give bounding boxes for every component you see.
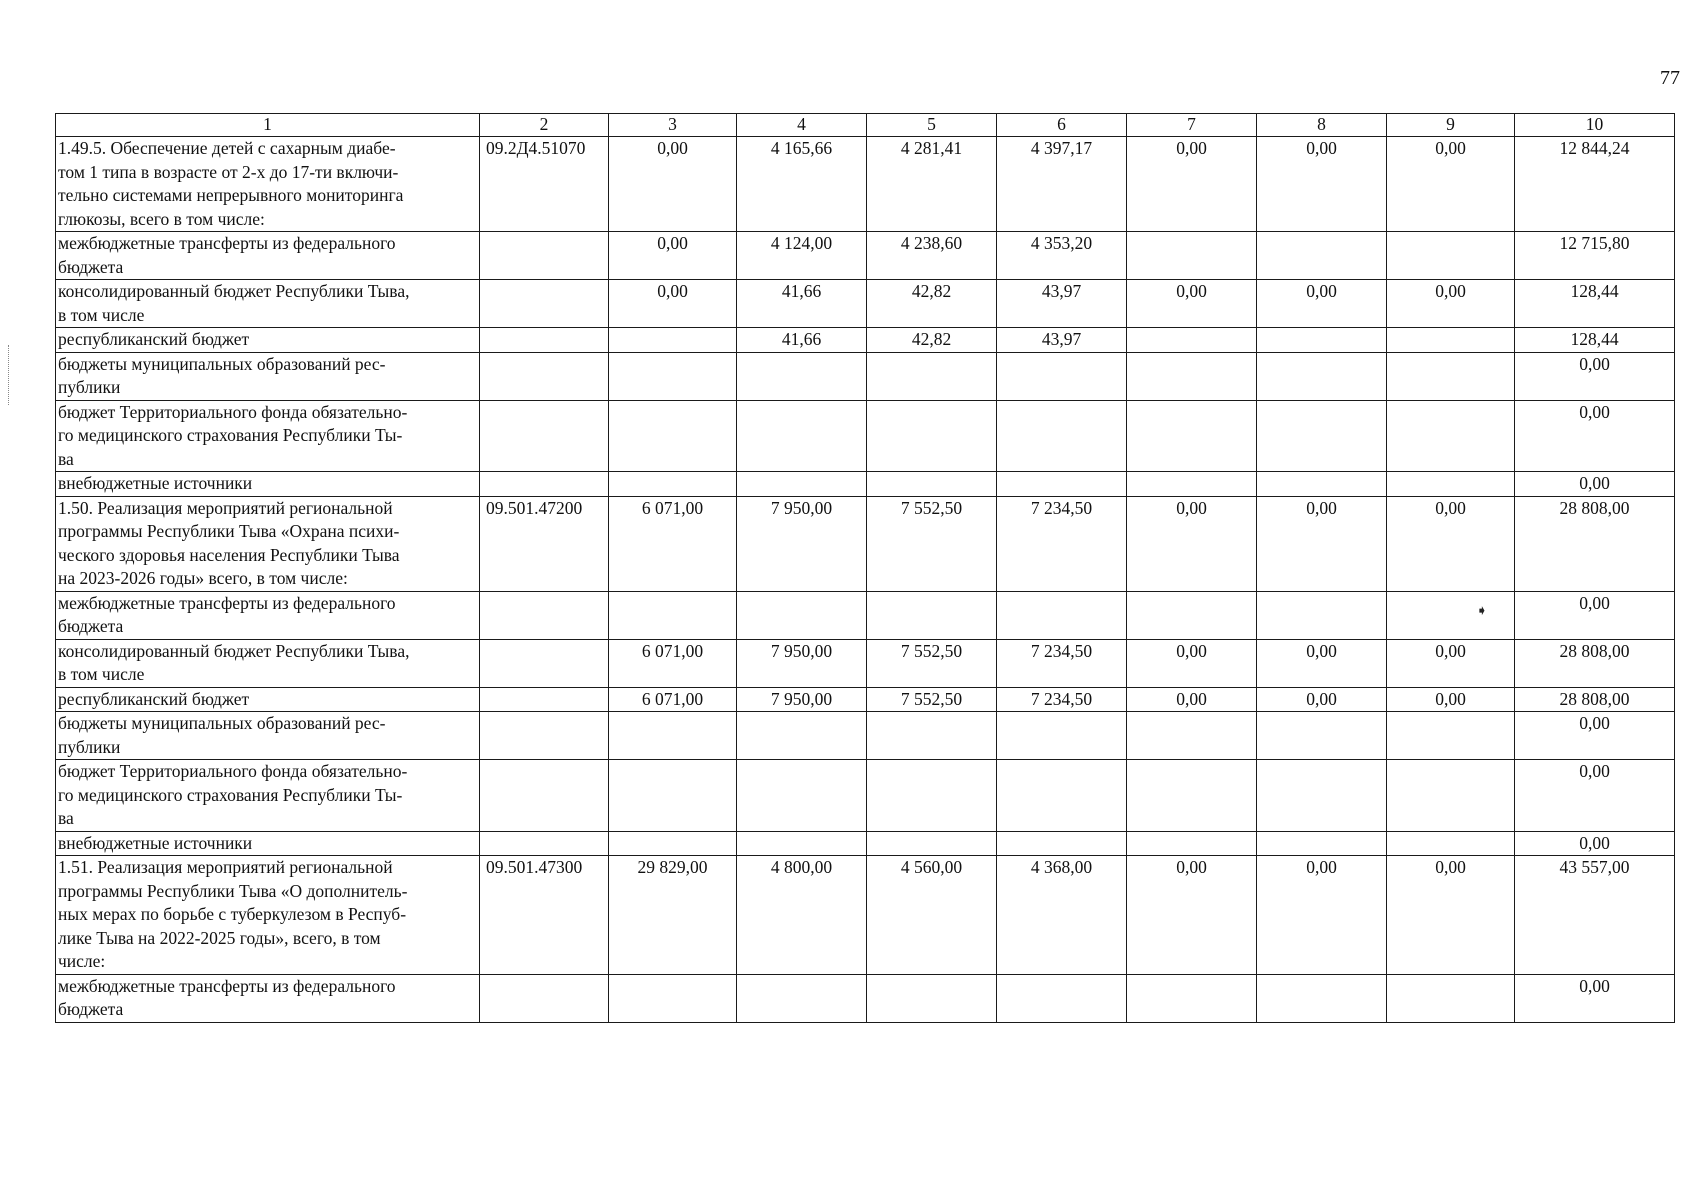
- row-code-cell: [480, 328, 609, 353]
- row-value-cell: [867, 352, 997, 400]
- row-value-cell: 0,00: [1127, 687, 1257, 712]
- row-value-cell: 0,00: [1257, 687, 1387, 712]
- row-total-cell: 0,00: [1515, 760, 1675, 832]
- row-total-cell: 0,00: [1515, 472, 1675, 497]
- row-value-cell: 4 368,00: [997, 856, 1127, 975]
- row-code-cell: [480, 352, 609, 400]
- row-value-cell: [1127, 712, 1257, 760]
- row-value-cell: [1257, 974, 1387, 1022]
- row-value-cell: 0,00: [1387, 496, 1515, 591]
- row-value-cell: 41,66: [737, 280, 867, 328]
- row-name-cell: внебюджетные источники: [56, 472, 480, 497]
- row-name-cell: бюджеты муниципальных образований рес- публики: [56, 352, 480, 400]
- row-value-cell: 0,00: [1257, 639, 1387, 687]
- row-value-cell: [1387, 831, 1515, 856]
- row-value-cell: [997, 400, 1127, 472]
- row-value-cell: [609, 400, 737, 472]
- row-total-cell: 12 844,24: [1515, 137, 1675, 232]
- row-value-cell: [867, 831, 997, 856]
- row-name-cell: республиканский бюджет: [56, 328, 480, 353]
- row-value-cell: 0,00: [1387, 687, 1515, 712]
- row-value-cell: [737, 831, 867, 856]
- row-code-cell: [480, 760, 609, 832]
- row-value-cell: [1127, 472, 1257, 497]
- table-row: [56, 831, 1675, 856]
- row-value-cell: 0,00: [1387, 856, 1515, 975]
- row-name-cell: межбюджетные трансферты из федерального бюджета: [56, 232, 480, 280]
- row-value-cell: [1257, 712, 1387, 760]
- row-value-cell: 7 234,50: [997, 496, 1127, 591]
- row-value-cell: 4 281,41: [867, 137, 997, 232]
- row-value-cell: 0,00: [1127, 496, 1257, 591]
- column-header: 6: [997, 114, 1127, 137]
- table-row: [56, 472, 1675, 497]
- row-total-cell: 0,00: [1515, 974, 1675, 1022]
- table-row: [56, 974, 1675, 1022]
- row-name-cell: 1.49.5. Обеспечение детей с сахарным диабе- том 1 типа в возрасте от 2-х до 17-ти включи- тельно системами непрерывного мониторинга глюкозы, всего в том числе:: [56, 137, 480, 232]
- row-value-cell: [997, 472, 1127, 497]
- row-value-cell: 0,00: [1127, 639, 1257, 687]
- row-value-cell: 7 552,50: [867, 639, 997, 687]
- row-value-cell: [1127, 760, 1257, 832]
- row-value-cell: [1257, 831, 1387, 856]
- row-value-cell: 6 071,00: [609, 496, 737, 591]
- row-value-cell: [609, 591, 737, 639]
- row-total-cell: 0,00: [1515, 831, 1675, 856]
- row-code-cell: 09.501.47300: [480, 856, 609, 975]
- margin-marks: [8, 345, 13, 405]
- row-value-cell: [737, 591, 867, 639]
- row-total-cell: 0,00: [1515, 352, 1675, 400]
- row-value-cell: [1257, 328, 1387, 353]
- row-name-cell: бюджет Территориального фонда обязательно- го медицинского страхования Республики Ты- ва: [56, 400, 480, 472]
- row-code-cell: 09.2Д4.51070: [480, 137, 609, 232]
- row-total-cell: 0,00: [1515, 712, 1675, 760]
- table-row: [56, 232, 1675, 280]
- column-header: 9: [1387, 114, 1515, 137]
- row-code-cell: [480, 687, 609, 712]
- row-code-cell: 09.501.47200: [480, 496, 609, 591]
- row-value-cell: [867, 760, 997, 832]
- page-number: 77: [1660, 67, 1680, 89]
- table-row: [56, 352, 1675, 400]
- row-value-cell: 0,00: [1387, 639, 1515, 687]
- row-value-cell: [997, 974, 1127, 1022]
- row-value-cell: 7 234,50: [997, 687, 1127, 712]
- row-value-cell: 0,00: [1257, 856, 1387, 975]
- column-header: 7: [1127, 114, 1257, 137]
- row-value-cell: 0,00: [609, 232, 737, 280]
- row-value-cell: 4 124,00: [737, 232, 867, 280]
- table-row: [56, 687, 1675, 712]
- row-value-cell: 4 560,00: [867, 856, 997, 975]
- table-row: [56, 496, 1675, 591]
- row-value-cell: [1257, 352, 1387, 400]
- row-value-cell: [609, 974, 737, 1022]
- row-value-cell: [737, 712, 867, 760]
- table-row: [56, 712, 1675, 760]
- column-header: 4: [737, 114, 867, 137]
- row-total-cell: 128,44: [1515, 280, 1675, 328]
- budget-table-wrapper: [55, 113, 1675, 1023]
- row-total-cell: 28 808,00: [1515, 639, 1675, 687]
- row-value-cell: [997, 712, 1127, 760]
- row-value-cell: [1387, 974, 1515, 1022]
- row-value-cell: 0,00: [1127, 280, 1257, 328]
- row-value-cell: [997, 760, 1127, 832]
- row-code-cell: [480, 831, 609, 856]
- row-value-cell: [867, 974, 997, 1022]
- row-value-cell: 7 234,50: [997, 639, 1127, 687]
- row-total-cell: 28 808,00: [1515, 687, 1675, 712]
- row-value-cell: [1127, 591, 1257, 639]
- row-value-cell: [867, 400, 997, 472]
- row-value-cell: 7 950,00: [737, 687, 867, 712]
- row-name-cell: межбюджетные трансферты из федерального бюджета: [56, 591, 480, 639]
- row-value-cell: 41,66: [737, 328, 867, 353]
- row-value-cell: [609, 712, 737, 760]
- row-value-cell: 4 238,60: [867, 232, 997, 280]
- row-value-cell: [1387, 472, 1515, 497]
- row-value-cell: 4 397,17: [997, 137, 1127, 232]
- row-total-cell: 0,00: [1515, 400, 1675, 472]
- row-value-cell: 0,00: [1387, 280, 1515, 328]
- row-code-cell: [480, 280, 609, 328]
- row-value-cell: [737, 400, 867, 472]
- row-value-cell: [1257, 232, 1387, 280]
- row-value-cell: [609, 352, 737, 400]
- row-value-cell: [1387, 328, 1515, 353]
- row-code-cell: [480, 472, 609, 497]
- row-name-cell: консолидированный бюджет Республики Тыва, в том числе: [56, 280, 480, 328]
- row-value-cell: [737, 760, 867, 832]
- row-value-cell: [1127, 232, 1257, 280]
- row-code-cell: [480, 974, 609, 1022]
- column-header: 2: [480, 114, 609, 137]
- row-value-cell: 42,82: [867, 328, 997, 353]
- table-row: [56, 328, 1675, 353]
- row-value-cell: [1127, 352, 1257, 400]
- row-value-cell: [1257, 760, 1387, 832]
- row-total-cell: 128,44: [1515, 328, 1675, 353]
- row-name-cell: бюджет Территориального фонда обязательно- го медицинского страхования Республики Ты- ва: [56, 760, 480, 832]
- row-value-cell: 7 552,50: [867, 687, 997, 712]
- row-name-cell: внебюджетные источники: [56, 831, 480, 856]
- row-value-cell: 29 829,00: [609, 856, 737, 975]
- row-total-cell: 43 557,00: [1515, 856, 1675, 975]
- stray-mark: ➧: [1476, 604, 1488, 619]
- row-value-cell: 0,00: [1387, 137, 1515, 232]
- row-value-cell: [1387, 760, 1515, 832]
- row-value-cell: 0,00: [1127, 137, 1257, 232]
- row-name-cell: республиканский бюджет: [56, 687, 480, 712]
- row-value-cell: 7 950,00: [737, 496, 867, 591]
- table-row: [56, 760, 1675, 832]
- row-value-cell: [867, 712, 997, 760]
- table-row: [56, 591, 1675, 639]
- row-total-cell: 28 808,00: [1515, 496, 1675, 591]
- column-header: 8: [1257, 114, 1387, 137]
- table-header-row: [56, 114, 1675, 137]
- row-value-cell: 0,00: [1257, 137, 1387, 232]
- row-value-cell: [609, 831, 737, 856]
- row-name-cell: консолидированный бюджет Республики Тыва, в том числе: [56, 639, 480, 687]
- row-value-cell: [609, 472, 737, 497]
- row-value-cell: [737, 352, 867, 400]
- row-total-cell: 12 715,80: [1515, 232, 1675, 280]
- budget-table: [55, 113, 1675, 1023]
- row-value-cell: 0,00: [1127, 856, 1257, 975]
- row-value-cell: 6 071,00: [609, 687, 737, 712]
- row-code-cell: [480, 232, 609, 280]
- row-value-cell: 43,97: [997, 328, 1127, 353]
- row-value-cell: [609, 760, 737, 832]
- row-name-cell: межбюджетные трансферты из федерального бюджета: [56, 974, 480, 1022]
- row-value-cell: 42,82: [867, 280, 997, 328]
- column-header: 3: [609, 114, 737, 137]
- row-value-cell: [1257, 400, 1387, 472]
- row-value-cell: 43,97: [997, 280, 1127, 328]
- row-value-cell: [997, 352, 1127, 400]
- row-value-cell: [997, 831, 1127, 856]
- row-name-cell: 1.50. Реализация мероприятий региональной программы Республики Тыва «Охрана психи- ческого здоровья населения Республики Тыва на 2023-2026 годы» всего, в том числе:: [56, 496, 480, 591]
- row-name-cell: бюджеты муниципальных образований рес- публики: [56, 712, 480, 760]
- table-row: [56, 400, 1675, 472]
- row-value-cell: [997, 591, 1127, 639]
- row-value-cell: [737, 472, 867, 497]
- row-value-cell: [1387, 591, 1515, 639]
- table-row: [56, 137, 1675, 232]
- row-value-cell: 0,00: [609, 280, 737, 328]
- row-value-cell: [1127, 974, 1257, 1022]
- table-row: [56, 280, 1675, 328]
- row-code-cell: [480, 639, 609, 687]
- row-value-cell: [1127, 831, 1257, 856]
- table-row: [56, 639, 1675, 687]
- row-value-cell: 4 353,20: [997, 232, 1127, 280]
- row-value-cell: [1387, 712, 1515, 760]
- row-code-cell: [480, 400, 609, 472]
- row-value-cell: [737, 974, 867, 1022]
- row-value-cell: [1257, 591, 1387, 639]
- column-header: 1: [56, 114, 480, 137]
- row-value-cell: [1257, 472, 1387, 497]
- row-total-cell: 0,00: [1515, 591, 1675, 639]
- row-value-cell: [609, 328, 737, 353]
- row-value-cell: [867, 591, 997, 639]
- row-value-cell: 6 071,00: [609, 639, 737, 687]
- row-value-cell: [1387, 352, 1515, 400]
- row-value-cell: 7 552,50: [867, 496, 997, 591]
- row-value-cell: 0,00: [609, 137, 737, 232]
- table-row: [56, 856, 1675, 975]
- row-name-cell: 1.51. Реализация мероприятий региональной программы Республики Тыва «О дополнитель- ных мерах по борьбе с туберкулезом в Респуб- лике Тыва на 2022-2025 годы», всего, в том числе:: [56, 856, 480, 975]
- column-header: 5: [867, 114, 997, 137]
- row-value-cell: 0,00: [1257, 280, 1387, 328]
- row-value-cell: [1127, 328, 1257, 353]
- row-value-cell: 4 165,66: [737, 137, 867, 232]
- column-header: 10: [1515, 114, 1675, 137]
- table-body: [56, 114, 1675, 1023]
- row-value-cell: 4 800,00: [737, 856, 867, 975]
- row-code-cell: [480, 712, 609, 760]
- row-code-cell: [480, 591, 609, 639]
- row-value-cell: [1127, 400, 1257, 472]
- row-value-cell: [867, 472, 997, 497]
- row-value-cell: 7 950,00: [737, 639, 867, 687]
- row-value-cell: [1387, 232, 1515, 280]
- row-value-cell: 0,00: [1257, 496, 1387, 591]
- row-value-cell: [1387, 400, 1515, 472]
